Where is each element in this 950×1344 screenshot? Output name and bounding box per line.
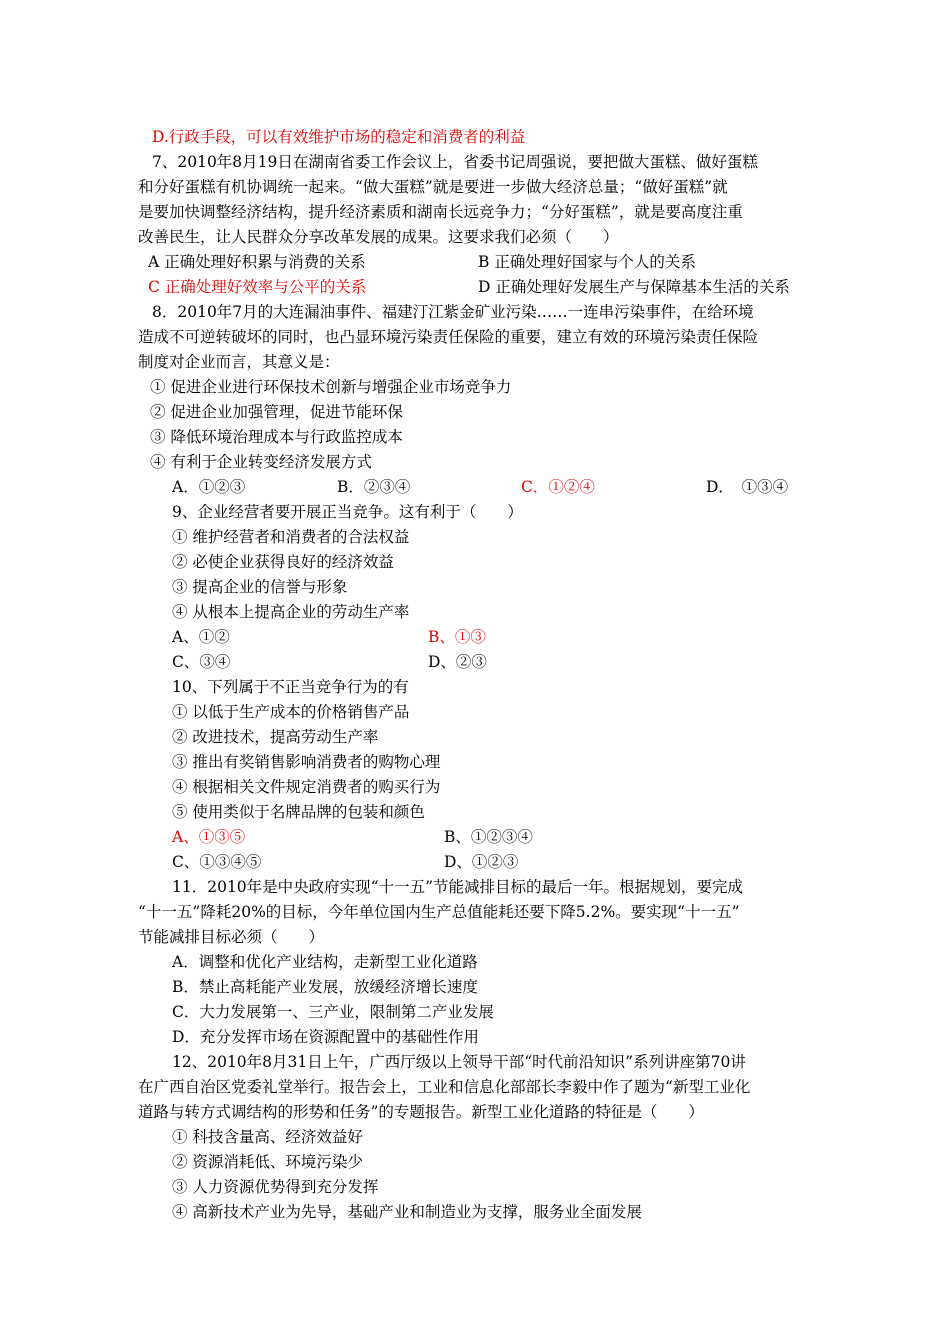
q10-option-d: D、①②③ <box>444 853 519 871</box>
q12-stem-line-2: 在广西自治区党委礼堂举行。报告会上，工业和信息化部部长李毅中作了题为“新型工业化 <box>138 1078 751 1096</box>
q10-item-3: ③ 推出有奖销售影响消费者的购物心理 <box>172 753 441 771</box>
q9-item-4: ④ 从根本上提高企业的劳动生产率 <box>172 603 410 621</box>
q12-item-1: ① 科技含量高、经济效益好 <box>172 1128 363 1146</box>
q8-stem-line-3: 制度对企业而言，其意义是： <box>138 353 340 371</box>
q9-item-1: ① 维护经营者和消费者的合法权益 <box>172 528 410 546</box>
q9-option-b: B、①③ <box>428 628 486 646</box>
q7-option-b: B 正确处理好国家与个人的关系 <box>478 253 696 271</box>
q9-item-2: ② 必使企业获得良好的经济效益 <box>172 553 394 571</box>
q8-item-1: ① 促进企业进行环保技术创新与增强企业市场竞争力 <box>150 378 512 396</box>
q12-item-3: ③ 人力资源优势得到充分发挥 <box>172 1178 379 1196</box>
q11-stem-line-2: “十一五”降耗20%的目标，今年单位国内生产总值能耗还要下降5.2%。要实现“十一五” <box>138 903 740 921</box>
q10-stem: 10、下列属于不正当竞争行为的有 <box>172 678 409 696</box>
q11-option-b: B．禁止高耗能产业发展，放缓经济增长速度 <box>172 978 478 996</box>
q11-option-a: A．调整和优化产业结构，走新型工业化道路 <box>172 953 478 971</box>
q11-option-c: C．大力发展第一、三产业，限制第二产业发展 <box>172 1003 494 1021</box>
q8-item-4: ④ 有利于企业转变经济发展方式 <box>150 453 372 471</box>
q9-option-d: D、②③ <box>428 653 487 671</box>
q6-option-d: D.行政手段，可以有效维护市场的稳定和消费者的利益 <box>152 128 526 146</box>
q7-stem-line-1: 7、2010年8月19日在湖南省委工作会议上，省委书记周强说，要把做大蛋糕、做好蛋糕 <box>152 153 758 171</box>
q11-stem-line-1: 11．2010年是中央政府实现“十一五”节能减排目标的最后一年。根据规划，要完成 <box>172 878 744 896</box>
q8-option-a: A．①②③ <box>172 478 246 496</box>
q10-option-b: B、①②③④ <box>444 828 533 846</box>
q9-option-c: C、③④ <box>172 653 231 671</box>
q7-stem-line-2: 和分好蛋糕有机协调统一起来。“做大蛋糕”就是要进一步做大经济总量；“做好蛋糕”就 <box>138 178 728 196</box>
q8-item-2: ② 促进企业加强管理，促进节能环保 <box>150 403 403 421</box>
q12-item-4: ④ 高新技术产业为先导，基础产业和制造业为支撑，服务业全面发展 <box>172 1203 642 1221</box>
q8-option-c: C．①②④ <box>521 478 595 496</box>
q7-stem-line-4: 改善民生，让人民群众分享改革发展的成果。这要求我们必须（ ） <box>138 228 619 246</box>
q11-option-d: D．充分发挥市场在资源配置中的基础性作用 <box>172 1028 479 1046</box>
q8-stem-line-2: 造成不可逆转破坏的同时，也凸显环境污染责任保险的重要，建立有效的环境污染责任保险 <box>138 328 759 346</box>
q10-item-1: ① 以低于生产成本的价格销售产品 <box>172 703 410 721</box>
q7-option-d: D 正确处理好发展生产与保障基本生活的关系 <box>478 278 790 296</box>
q8-item-3: ③ 降低环境治理成本与行政监控成本 <box>150 428 403 446</box>
q10-item-4: ④ 根据相关文件规定消费者的购买行为 <box>172 778 441 796</box>
q7-option-a: A 正确处理好积累与消费的关系 <box>148 253 366 271</box>
q10-item-2: ② 改进技术，提高劳动生产率 <box>172 728 379 746</box>
q9-item-3: ③ 提高企业的信誉与形象 <box>172 578 348 596</box>
q7-stem-line-3: 是要加快调整经济结构，提升经济素质和湖南长远竞争力；“分好蛋糕”，就是要高度注重 <box>138 203 743 221</box>
q10-option-a: A、①③⑤ <box>172 828 246 846</box>
q8-option-b: B．②③④ <box>337 478 411 496</box>
q12-stem-line-1: 12、2010年8月31日上午，广西厅级以上领导干部“时代前沿知识”系列讲座第70讲 <box>172 1053 746 1071</box>
q12-item-2: ② 资源消耗低、环境污染少 <box>172 1153 363 1171</box>
q12-stem-line-3: 道路与转方式调结构的形势和任务”的专题报告。新型工业化道路的特征是（ ） <box>138 1103 704 1121</box>
q9-stem: 9、企业经营者要开展正当竞争。这有利于（ ） <box>172 503 523 521</box>
q10-item-5: ⑤ 使用类似于名牌品牌的包装和颜色 <box>172 803 425 821</box>
q8-option-d: D． ①③④ <box>706 478 789 496</box>
q7-option-c: C 正确处理好效率与公平的关系 <box>148 278 367 296</box>
q11-stem-line-3: 节能减排目标必须（ ） <box>138 928 325 946</box>
q10-option-c: C、①③④⑤ <box>172 853 262 871</box>
q8-stem-line-1: 8．2010年7月的大连漏油事件、福建汀江紫金矿业污染……一连串污染事件，在给环境 <box>152 303 754 321</box>
q9-option-a: A、①② <box>172 628 230 646</box>
